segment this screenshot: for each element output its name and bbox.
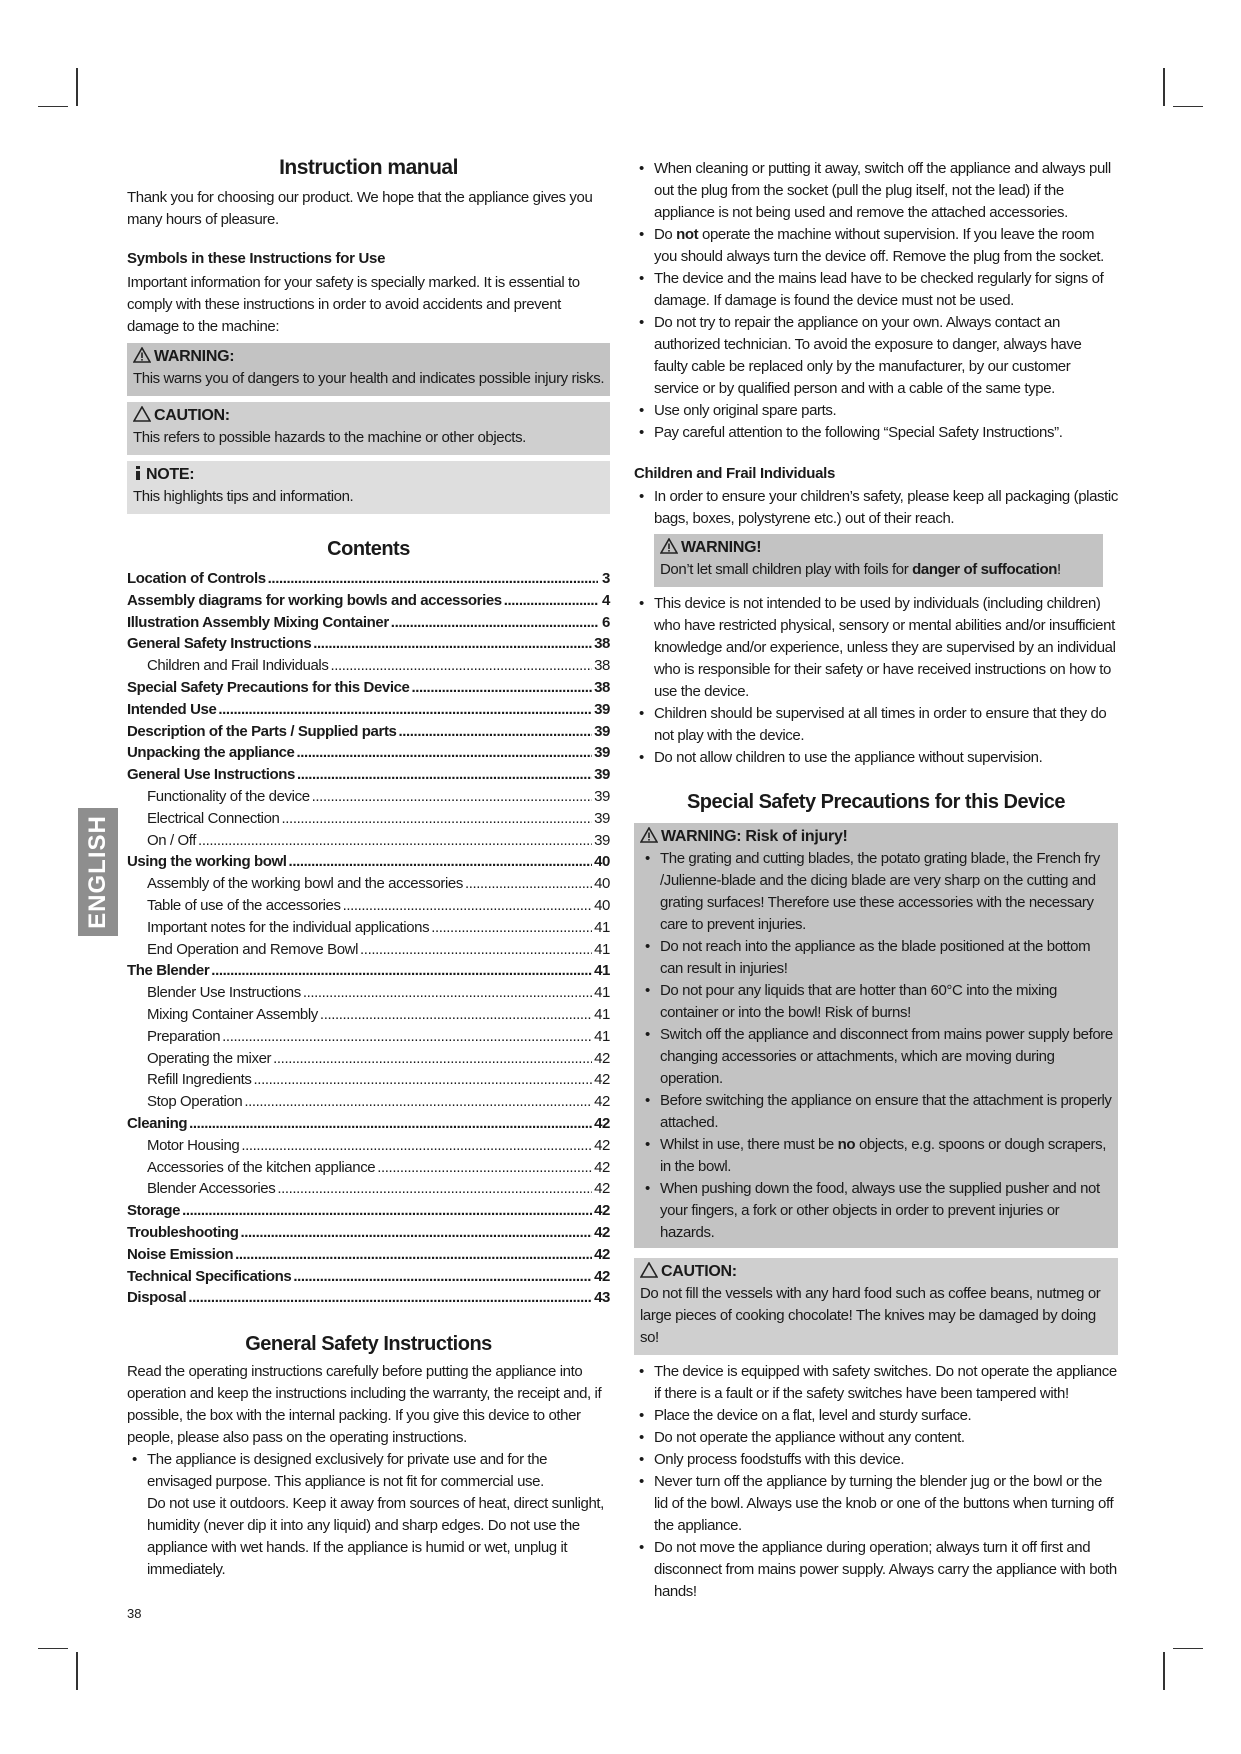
safety-list-bottom [634,1361,1118,1603]
toc-entry-label: Storage [127,1202,181,1220]
toc-dot-leader [297,764,592,786]
toc-entry-page: 42 [594,1158,610,1176]
toc-dot-leader [268,568,598,590]
toc-entry [127,590,610,612]
toc-entry [127,830,610,852]
list-item: • Do not operate the appliance without any content. [634,1427,1118,1449]
toc-dot-leader [244,1091,592,1113]
toc-entry-label: Assembly of the working bowl and the accessories [147,875,463,893]
toc-entry-label: Children and Frail Individuals [147,657,329,675]
list-item: • Do not try to repair the appliance on your own. Always contact an authorized technician. To avoid the exposure to danger, always have faulty cable be replaced only by the manufacturer, by our customer service or by qualified person and with a cable of the same type. [634,312,1118,400]
toc-entry [127,808,610,830]
children-list-intro [634,486,1118,530]
intro-text: Thank you for choosing our product. We hope that the appliance gives you many hours of pleasure. [127,189,593,228]
toc-entry-page: 39 [594,809,610,827]
toc-dot-leader [297,742,593,764]
toc-dot-leader [273,1048,592,1070]
toc-entry-label: Refill Ingredients [147,1071,252,1089]
toc-entry-page: 42 [594,1202,610,1220]
toc-entry-label: Motor Housing [147,1136,240,1154]
toc-entry-page: 41 [594,984,610,1002]
crop-mark [76,1652,78,1690]
toc-dot-leader [320,1004,592,1026]
page-title: Instruction manual [279,156,458,179]
toc-entry-label: Illustration Assembly Mixing Container [127,613,389,631]
list-item: • Do not allow children to use the appliance without supervision. [634,747,1118,769]
list-item: • Place the device on a flat, level and sturdy surface. [634,1405,1118,1427]
toc-entry-label: Intended Use [127,700,217,718]
warning-triangle-icon [133,347,151,363]
crop-mark [1173,1648,1203,1649]
list-item: • This device is not intended to be used by individuals (including children) who have restricted physical, sensory or mental abilities and/or insufficient knowledge and/or experience, unless they are supervised by an individual who is responsible for their safety or have received instructions on how to use the device. [634,593,1118,703]
list-item: • When pushing down the food, always use the supplied pusher and not your fingers, a fork or other objects in order to prevent injuries or hazards. [640,1178,1113,1244]
toc-dot-leader [182,1200,592,1222]
list-item: • Do not reach into the appliance as the blade positioned at the bottom can result in injuries! [640,936,1113,980]
toc-entry-page: 42 [594,1049,610,1067]
toc-entry-page: 6 [602,613,610,631]
toc-entry [127,612,610,634]
toc-entry-page: 4 [602,591,610,609]
list-item: • When cleaning or putting it away, switch off the appliance and always pull out the plug from the socket (pull the plug itself, not the lead) if the appliance is not being used and remove the attached accessories. [634,158,1118,224]
toc-entry-label: Noise Emission [127,1245,234,1263]
toc-dot-leader [377,1157,592,1179]
hard-food-caution-text: Do not fill the vessels with any hard food such as coffee beans, nutmeg or large pieces of cooking chocolate! The knives may be damaged by doing so! [640,1285,1101,1346]
note-box-text: This highlights tips and information. [133,488,354,505]
toc-entry-label: Functionality of the device [147,787,310,805]
suffocation-warning-title: WARNING! [681,539,762,556]
toc-entry [127,655,610,677]
info-icon [133,465,143,481]
toc-entry [127,633,610,655]
warning-triangle-icon [640,827,658,843]
toc-entry [127,1287,610,1309]
list-item: • Switch off the appliance and disconnect from mains power supply before changing accessories or attachments, which are moving during operation. [640,1024,1113,1090]
list-item: • Children should be supervised at all times in order to ensure that they do not play with the device. [634,703,1118,747]
toc-dot-leader [343,895,593,917]
caution-box-text: This refers to possible hazards to the machine or other objects. [133,429,526,446]
injury-warning-title: WARNING: Risk of injury! [661,828,848,845]
symbols-text: Important information for your safety is specially marked. It is essential to comply with these instructions in order to avoid accidents and prevent damage to the machine: [127,274,580,335]
toc-entry [127,1200,610,1222]
general-safety-text: Read the operating instructions carefully before putting the appliance into operation and keep the instructions including the warranty, the receipt and, if possible, the box with the internal packing. If you give this device to other people, please also pass on the operating instructions. [127,1363,602,1447]
special-safety-title: Special Safety Precautions for this Device [686,791,1066,813]
toc-entry-label: Electrical Connection [147,809,280,827]
toc-entry [127,786,610,808]
toc-entry [127,939,610,961]
toc-entry-page: 40 [594,853,610,871]
toc-entry-page: 40 [594,896,610,914]
list-item: • Before switching the appliance on ensure that the attachment is properly attached. [640,1090,1113,1134]
toc-entry-page: 39 [594,787,610,805]
toc-entry-page: 39 [594,700,610,718]
toc-entry-page: 41 [594,1027,610,1045]
list-item: • Only process foodstuffs with this device. [634,1449,1118,1471]
toc-entry-page: 42 [594,1267,610,1285]
language-side-tab [78,808,118,936]
toc-entry [127,895,610,917]
toc-entry [127,1266,610,1288]
toc-entry [127,1157,610,1179]
toc-entry-label: Technical Specifications [127,1267,292,1285]
toc-dot-leader [431,917,592,939]
toc-entry-label: Description of the Parts / Supplied parts [127,722,397,740]
toc-entry [127,1091,610,1113]
toc-entry [127,721,610,743]
left-column [127,155,610,1581]
toc-entry [127,982,610,1004]
toc-dot-leader [313,633,592,655]
toc-entry-page: 42 [594,1223,610,1241]
toc-dot-leader [411,677,592,699]
toc-entry-label: General Safety Instructions [127,635,312,653]
symbols-heading: Symbols in these Instructions for Use [127,250,386,267]
list-item: • Whilst in use, there must be no objects, e.g. spoons or dough scrapers, in the bowl. [640,1134,1113,1178]
toc-entry-page: 42 [594,1071,610,1089]
toc-dot-leader [391,612,598,634]
toc-entry-page: 3 [602,570,610,587]
toc-entry [127,851,610,873]
toc-entry-page: 40 [594,875,610,893]
toc-dot-leader [189,1113,592,1135]
hard-food-caution-title: CAUTION: [661,1263,737,1280]
toc-entry-page: 42 [594,1136,610,1154]
toc-dot-leader [222,1026,592,1048]
toc-entry-label: Location of Controls [127,570,266,587]
toc-entry-label: General Use Instructions [127,766,295,784]
toc-dot-leader [188,1287,592,1309]
toc-entry-page: 42 [594,1114,610,1132]
toc-entry-page: 42 [594,1180,610,1198]
toc-dot-leader [235,1244,592,1266]
injury-warning-box [634,823,1118,1248]
toc-entry [127,1026,610,1048]
warning-box-text: This warns you of dangers to your health and indicates possible injury risks. [133,370,605,387]
table-of-contents [127,568,610,1309]
toc-dot-leader [293,1266,592,1288]
toc-dot-leader [241,1222,593,1244]
note-box [127,461,610,514]
children-heading: Children and Frail Individuals [634,465,836,482]
page-number: 38 [127,1606,142,1621]
toc-entry [127,1222,610,1244]
toc-entry [127,764,610,786]
list-item: • Do not operate the machine without supervision. If you leave the room you should always turn the device off. Remove the plug from the socket. [634,224,1118,268]
toc-dot-leader [360,939,592,961]
toc-entry-page: 38 [594,635,610,653]
toc-entry [127,1048,610,1070]
toc-entry-label: Unpacking the appliance [127,744,295,762]
crop-mark [38,106,68,107]
toc-entry-page: 42 [594,1245,610,1263]
injury-warning-list [640,848,1113,1244]
list-item: • The device and the mains lead have to be checked regularly for signs of damage. If damage is found the device must not be used. [634,268,1118,312]
safety-list-top [634,158,1118,444]
note-box-title: NOTE: [146,466,195,483]
toc-entry-page: 39 [594,831,610,849]
toc-entry-label: Special Safety Precautions for this Device [127,678,410,696]
toc-dot-leader [254,1069,593,1091]
toc-entry [127,917,610,939]
caution-box-title: CAUTION: [154,407,230,424]
caution-triangle-icon [133,406,151,422]
list-item: • Use only original spare parts. [634,400,1118,422]
list-item: • The device is equipped with safety switches. Do not operate the appliance if there is a fault or if the safety switches have been tampered with! [634,1361,1118,1405]
toc-entry-label: The Blender [127,962,210,980]
toc-entry-label: Preparation [147,1027,221,1045]
toc-dot-leader [241,1135,592,1157]
toc-entry-page: 39 [594,766,610,784]
toc-dot-leader [218,699,592,721]
toc-entry-label: Blender Accessories [147,1180,276,1198]
toc-entry-label: Table of use of the accessories [147,896,341,914]
toc-entry-label: On / Off [147,831,197,849]
hard-food-caution-box [634,1258,1118,1355]
toc-dot-leader [289,851,593,873]
crop-mark [1163,68,1165,106]
language-label: ENGLISH [84,815,111,929]
crop-mark [1163,1652,1165,1690]
toc-entry-page: 38 [594,678,610,696]
toc-entry-page: 39 [594,744,610,762]
toc-dot-leader [198,830,592,852]
toc-entry-label: Troubleshooting [127,1223,239,1241]
list-item: • Pay careful attention to the following “Special Safety Instructions”. [634,422,1118,444]
toc-entry-page: 41 [594,918,610,936]
toc-entry [127,1178,610,1200]
toc-entry [127,699,610,721]
toc-entry-page: 41 [594,940,610,958]
children-list [634,593,1118,769]
right-column [634,158,1118,1603]
toc-dot-leader [277,1178,592,1200]
toc-entry-label: Disposal [127,1289,187,1307]
toc-entry-page: 43 [594,1289,610,1307]
toc-entry [127,742,610,764]
caution-triangle-icon [640,1262,658,1278]
toc-dot-leader [282,808,593,830]
list-item: • Never turn off the appliance by turning the blender jug or the bowl or the lid of the bowl. Always use the knob or one of the buttons when turning off the appliance. [634,1471,1118,1537]
general-safety-list [127,1449,610,1581]
crop-mark [1173,106,1203,107]
toc-entry [127,1113,610,1135]
toc-entry [127,1244,610,1266]
toc-dot-leader [504,590,598,612]
toc-entry-label: Mixing Container Assembly [147,1005,318,1023]
toc-entry-page: 39 [594,722,610,740]
list-item: • Do not pour any liquids that are hotter than 60°C into the mixing container or into the bowl! Risk of burns! [640,980,1113,1024]
toc-dot-leader [465,873,592,895]
warning-box [127,343,610,396]
toc-entry [127,873,610,895]
contents-title: Contents [327,538,410,560]
toc-entry-label: Using the working bowl [127,853,287,871]
list-item: • In order to ensure your children’s safety, please keep all packaging (plastic bags, boxes, polystyrene etc.) out of their reach. [634,486,1118,530]
general-safety-title: General Safety Instructions [245,1333,492,1356]
crop-mark [76,68,78,106]
warning-box-title: WARNING: [154,348,235,365]
suffocation-warning-box [654,534,1103,587]
toc-entry-label: End Operation and Remove Bowl [147,940,359,958]
caution-box [127,402,610,455]
toc-entry [127,1069,610,1091]
warning-triangle-icon [660,538,678,554]
list-item: • The grating and cutting blades, the potato grating blade, the French fry /Julienne-blade and the dicing blade are very sharp on the cutting and grating surfaces! Therefore use these accessories with the necessary care to prevent injuries. [640,848,1113,936]
toc-entry-page: 38 [594,657,610,675]
suffocation-warning-text: Don’t let small children play with foils for danger of suffocation! [660,561,1061,578]
toc-entry [127,1135,610,1157]
toc-entry-page: 42 [594,1093,610,1111]
toc-entry-page: 41 [594,962,610,980]
list-item: • The appliance is designed exclusively for private use and for the envisaged purpose. This appliance is not fit for commercial use. Do not use it outdoors. Keep it away from sources of heat, direct sunlight, humidity (never dip it into any liquid) and sharp edges. Do not use the appliance with wet hands. If the appliance is humid or wet, unplug it immediately. [127,1449,610,1581]
toc-entry [127,677,610,699]
toc-entry-label: Accessories of the kitchen appliance [147,1158,376,1176]
toc-entry-label: Blender Use Instructions [147,984,301,1002]
toc-entry-label: Cleaning [127,1114,188,1132]
list-item: • Do not move the appliance during operation; always turn it off first and disconnect from mains power supply. Always carry the appliance with both hands! [634,1537,1118,1603]
toc-dot-leader [330,655,592,677]
toc-entry-label: Operating the mixer [147,1049,272,1067]
crop-mark [38,1648,68,1649]
toc-dot-leader [211,960,592,982]
toc-entry [127,568,610,590]
toc-entry-page: 41 [594,1005,610,1023]
toc-dot-leader [303,982,592,1004]
toc-entry [127,960,610,982]
toc-entry [127,1004,610,1026]
toc-dot-leader [398,721,592,743]
toc-dot-leader [312,786,592,808]
toc-entry-label: Stop Operation [147,1093,243,1111]
toc-entry-label: Important notes for the individual applications [147,918,430,936]
toc-entry-label: Assembly diagrams for working bowls and accessories [127,591,502,609]
